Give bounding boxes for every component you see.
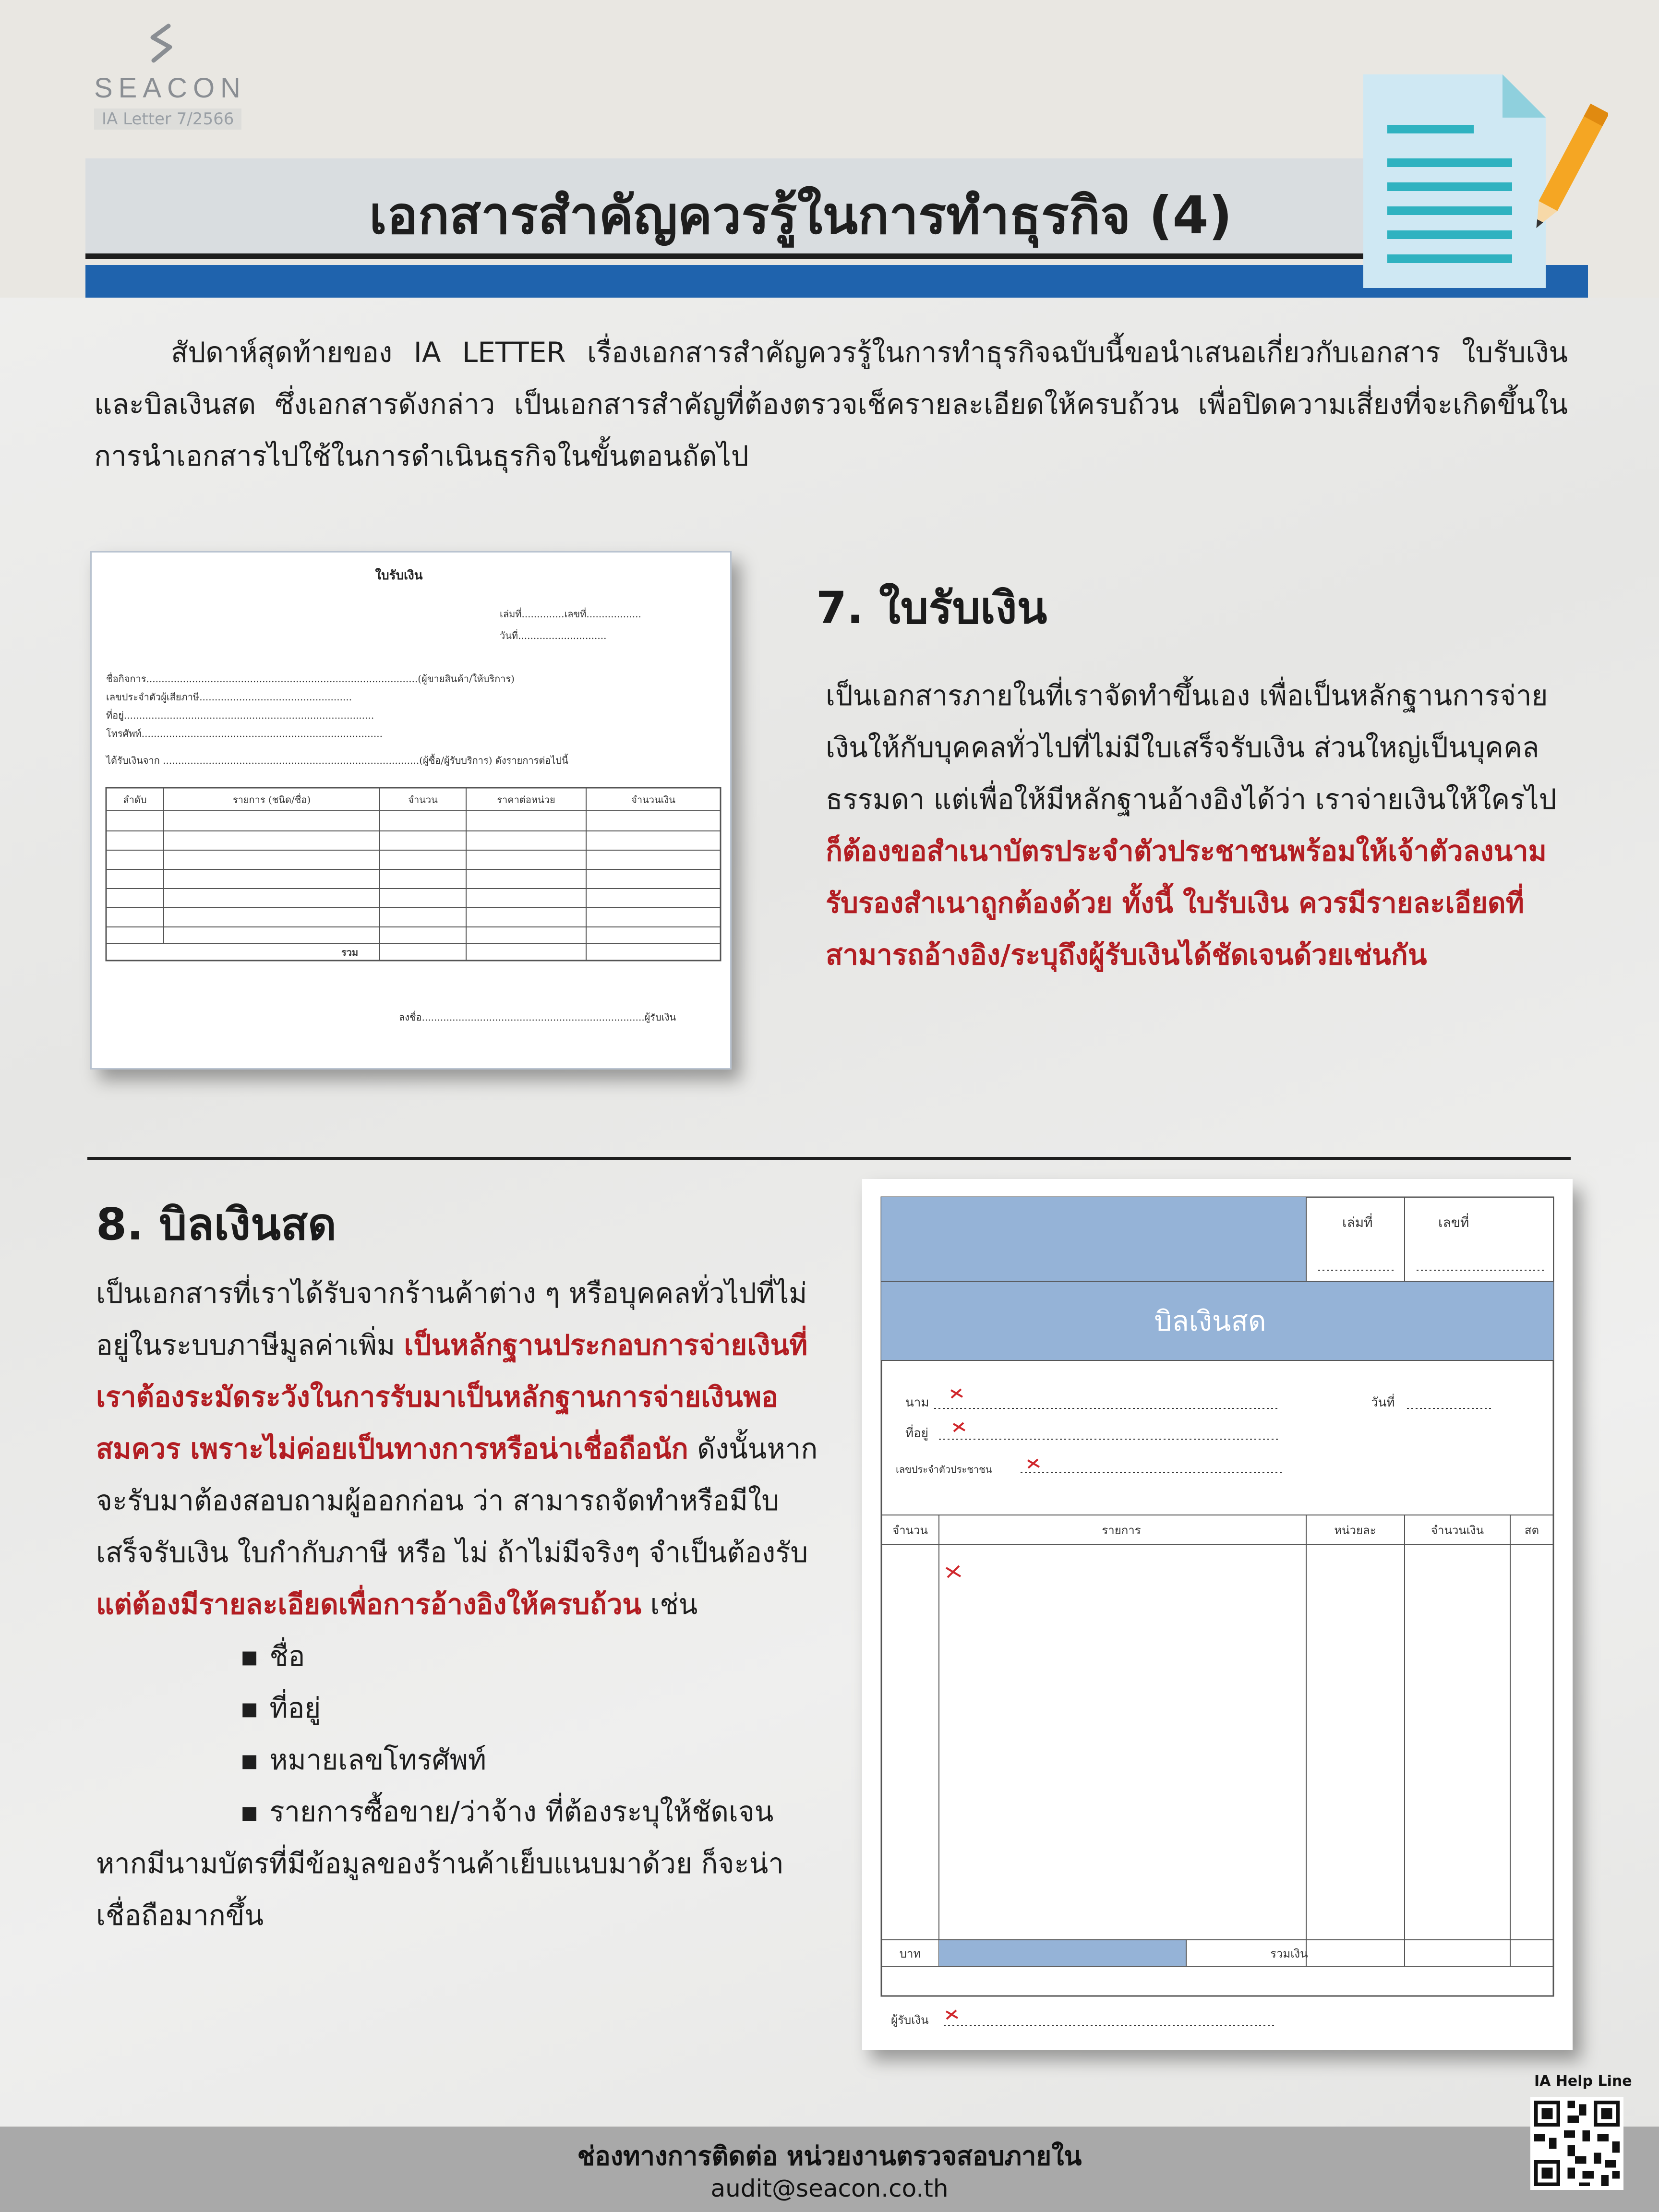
- qr-label: IA Help Line: [1534, 2073, 1632, 2090]
- section-8-highlight-1: เป็นหลักฐานประกอบการจ่ายเงินที่เราต้องระมัดระวังในการรับมาเป็นหลักฐานการจ่ายเงินพอสมควร เพราะไม่ค่อยเป็นทางการหรือน่าเชื่อถือนัก: [96, 1329, 808, 1465]
- receipt-date: วันที่.............................: [500, 630, 607, 641]
- bill-col-qty: จำนวน: [892, 1524, 928, 1537]
- receipt-total-label: รวม: [341, 947, 359, 958]
- bill-number-label: เลขที่: [1438, 1214, 1469, 1230]
- section-7-text: เป็นเอกสารภายในที่เราจัดทำขึ้นเอง เพื่อเป็นหลักฐานการจ่ายเงินให้กับบุคคลทั่วไปที่ไม่มีใบเสร็จรับเงิน ส่วนใหญ่เป็นบุคคลธรรมดา แต่เพื่อให้มีหลักฐานอ้างอิงได้ว่า เราจ่ายเงินให้ใครไป: [826, 679, 1557, 816]
- receipt-form-title: ใบรับเงิน: [375, 568, 423, 583]
- bill-col-unit: หน่วยละ: [1334, 1524, 1376, 1537]
- contact-email[interactable]: audit@seacon.co.th: [710, 2175, 949, 2202]
- list-item: ▪ ชื่อ: [240, 1630, 826, 1682]
- bill-baht-label: บาท: [899, 1947, 921, 1960]
- bill-address-label: ที่อยู่: [905, 1426, 928, 1441]
- section-8-text-3: เช่น: [641, 1588, 698, 1621]
- bill-date-label: วันที่: [1371, 1395, 1395, 1410]
- bill-name-label: นาม: [905, 1395, 929, 1410]
- receipt-business: ชื่อกิจการ.........................................................................................(ผู้ขายสินค้า/ให้บริการ): [106, 673, 515, 685]
- receipt-col-qty: จำนวน: [408, 794, 438, 805]
- bill-book-label: เล่มที่: [1342, 1214, 1373, 1230]
- bill-col-item: รายการ: [1102, 1524, 1141, 1537]
- receipt-form-image: [90, 551, 732, 1070]
- section-7-heading: 7. ใบรับเงิน: [816, 582, 1047, 634]
- section-8-text-1: เป็นเอกสารที่เราได้รับจากร้านค้าต่าง ๆ หรือบุคคลทั่วไปที่ไม่อยู่ในระบบภาษีมูลค่าเพิ่ม: [96, 1277, 807, 1361]
- section-7-body: [826, 670, 1565, 981]
- cash-bill-form-image: [862, 1179, 1573, 2050]
- bill-col-amount: จำนวนเงิน: [1431, 1524, 1484, 1537]
- receipt-book-no: เล่มที่..............เลขที่..................: [500, 608, 641, 620]
- document-pen-icon: [1358, 67, 1608, 293]
- bill-col-satang: สต: [1524, 1524, 1539, 1537]
- qr-code-icon[interactable]: [1530, 2097, 1623, 2190]
- section-7-highlight: ก็ต้องขอสำเนาบัตรประจำตัวประชาชนพร้อมให้เจ้าตัวลงนามรับรองสำเนาถูกต้องด้วย ทั้งนี้ ใบรับเงิน ควรมีรายละเอียดที่สามารถอ้างอิง/ระบุถึงผู้รับเงินได้ชัดเจนด้วยเช่นกัน: [826, 835, 1547, 971]
- bill-title: บิลเงินสด: [1154, 1305, 1266, 1337]
- bill-id-label: เลขประจำตัวประชาชน: [896, 1464, 992, 1475]
- receipt-received-from: ได้รับเงินจาก ....................................................................................(ผู้ซื้อ/ผู้รับบริการ) ดังรายการต่อไปนี้: [106, 755, 568, 766]
- section-8-heading: 8. บิลเงินสด: [96, 1199, 337, 1250]
- detail-list: [96, 1630, 826, 1838]
- seacon-logo-icon: [142, 22, 180, 65]
- receipt-tax-id: เลขประจำตัวผู้เสียภาษี..................................................: [106, 691, 352, 703]
- receipt-col-item: รายการ (ชนิด/ชื่อ): [232, 794, 311, 805]
- intro-paragraph: สัปดาห์สุดท้ายของ IA LETTER เรื่องเอกสารสำคัญควรรู้ในการทำธุรกิจฉบับนี้ขอนำเสนอเกี่ยวกับเอกสาร ใบรับเงิน และบิลเงินสด ซึ่งเอกสารดังกล่าว เป็นเอกสารสำคัญที่ต้องตรวจเช็ครายละเอียดให้ครบถ้วน เพื่อปิดความเสี่ยงที่จะเกิดขึ้นในการนำเอกสารไปใช้ในการดำเนินธุรกิจในขั้นตอนถัดไป: [94, 336, 1568, 472]
- list-item: ▪ ที่อยู่: [240, 1682, 826, 1734]
- logo-name: SEACON: [94, 72, 246, 104]
- receipt-col-unit-price: ราคาต่อหน่วย: [497, 794, 555, 805]
- list-item: ▪ หมายเลขโทรศัพท์: [240, 1734, 826, 1786]
- receipt-phone: โทรศัพท์...............................................................................: [106, 728, 383, 739]
- title-underline: [85, 253, 1372, 259]
- receipt-address: ที่อยู่..................................................................................: [106, 709, 374, 721]
- issue-number: IA Letter 7/2566: [94, 108, 241, 130]
- section-8-text-2: ดังนั้นหากจะรับมาต้องสอบถามผู้ออกก่อน ว่า สามารถจัดทำหรือมีใบเสร็จรับเงิน ใบกำกับภาษี หรือ ไม่ ถ้าไม่มีจริงๆ จำเป็นต้องรับ: [96, 1432, 818, 1569]
- receipt-signature: ลงชื่อ.........................................................................ผู้รับเงิน: [399, 1011, 676, 1023]
- receipt-col-amount: จำนวนเงิน: [631, 794, 675, 805]
- page-title: เอกสารสำคัญควรรู้ในการทำธุรกิจ (4): [369, 186, 1232, 246]
- receipt-col-no: ลำดับ: [123, 794, 147, 805]
- section-8-highlight-2: แต่ต้องมีรายละเอียดเพื่อการอ้างอิงให้ครบถ้วน: [96, 1588, 642, 1621]
- section-8-body: [96, 1267, 826, 1941]
- list-item: ▪ รายการซื้อขาย/ว่าจ้าง ที่ต้องระบุให้ชัดเจน: [240, 1786, 826, 1838]
- red-cross-marks: [946, 1389, 1039, 2019]
- bill-receiver-label: ผู้รับเงิน: [891, 2013, 929, 2027]
- footer-title: ช่องทางการติดต่อ หน่วยงานตรวจสอบภายใน: [577, 2141, 1082, 2171]
- section-8-closing: หากมีนามบัตรที่มีข้อมูลของร้านค้าเย็บแนบมาด้วย ก็จะน่าเชื่อถือมากขึ้น: [96, 1847, 784, 1932]
- bill-total-label: รวมเงิน: [1270, 1947, 1308, 1960]
- section-divider: [87, 1157, 1571, 1160]
